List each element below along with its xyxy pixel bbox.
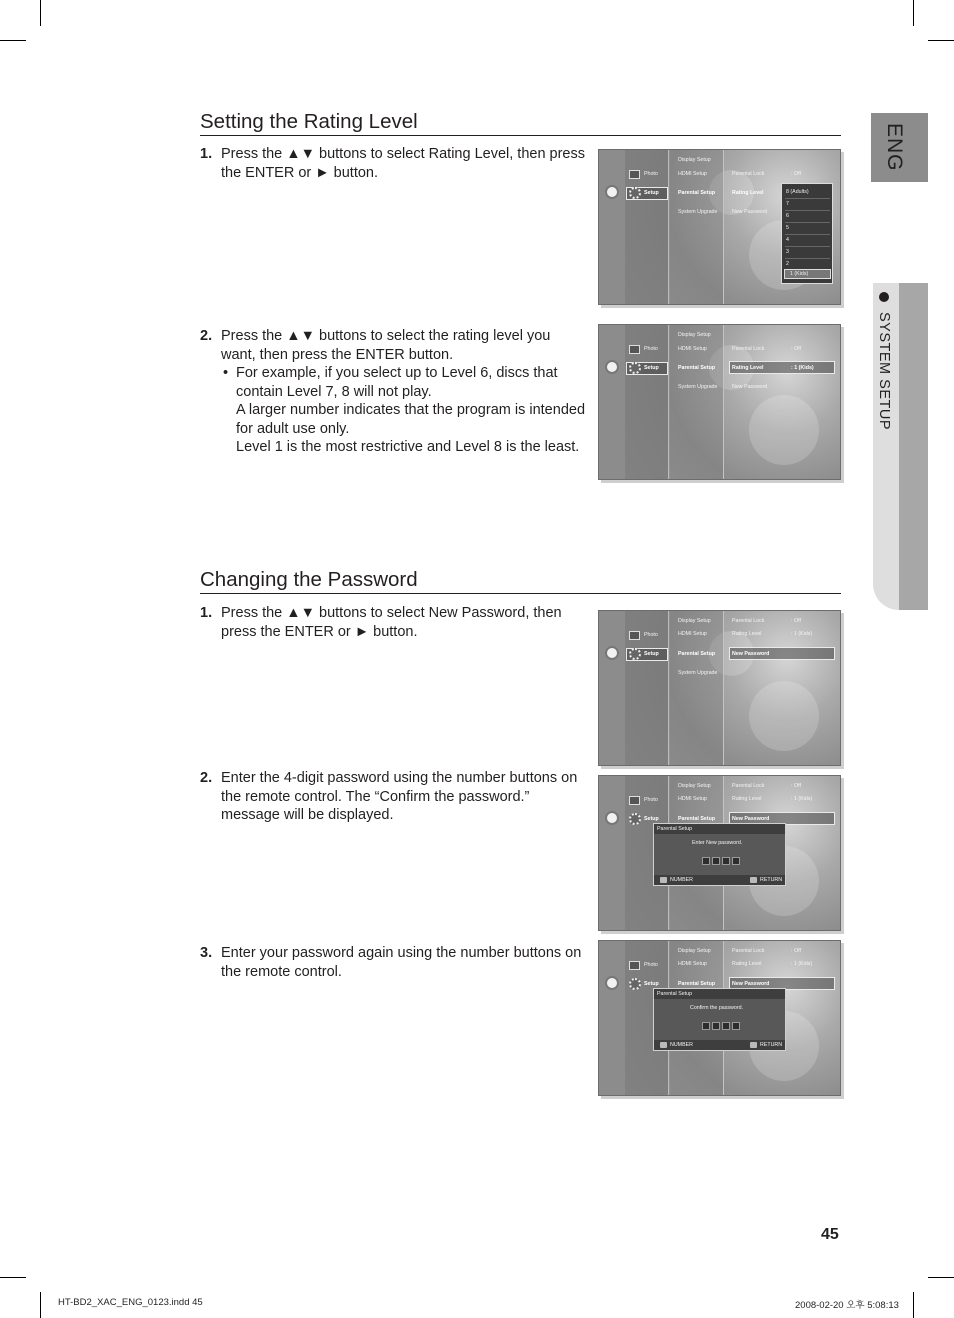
screen-rating-dropdown bbox=[598, 149, 841, 305]
language-tab-label: ENG bbox=[883, 123, 906, 172]
menu-hdmi-setup[interactable]: HDMI Setup bbox=[678, 796, 707, 802]
menu-parental-setup[interactable]: Parental Setup bbox=[678, 365, 716, 371]
menu-parental-lock[interactable]: Parental Lock bbox=[732, 346, 765, 352]
menu-rating-level[interactable]: Rating Level bbox=[732, 190, 764, 196]
disc-icon bbox=[605, 976, 619, 990]
menu-new-password[interactable]: New Password bbox=[732, 384, 768, 390]
photo-icon bbox=[629, 631, 640, 640]
footer-filename: HT-BD2_XAC_ENG_0123.indd 45 bbox=[58, 1297, 203, 1308]
menu-rating-level[interactable]: Rating Level bbox=[732, 631, 762, 637]
rating-level-value: : 1 (Kids) bbox=[791, 365, 814, 371]
crop-mark bbox=[0, 1277, 26, 1278]
disc-icon bbox=[605, 646, 619, 660]
menu-parental-setup[interactable]: Parental Setup bbox=[678, 190, 716, 196]
menu-photo[interactable]: Photo bbox=[644, 632, 658, 638]
pin-digit[interactable] bbox=[702, 1022, 710, 1030]
rating-level-value: : 1 (Kids) bbox=[791, 631, 813, 637]
menu-photo[interactable]: Photo bbox=[644, 171, 658, 177]
menu-display-setup[interactable]: Display Setup bbox=[678, 618, 711, 624]
bullet-icon: • bbox=[223, 365, 229, 381]
step-number: 2. bbox=[200, 328, 213, 344]
rating-option[interactable]: 7 bbox=[786, 201, 789, 207]
menu-system-upgrade[interactable]: System Upgrade bbox=[678, 384, 718, 390]
gear-icon bbox=[629, 648, 641, 660]
screen-new-password bbox=[598, 610, 841, 766]
section-bullet-icon bbox=[879, 292, 889, 302]
note-line: Level 1 is the most restrictive and Level 8 is the least. bbox=[236, 439, 580, 455]
section-tab-label: SYSTEM SETUP bbox=[876, 312, 892, 430]
pin-digit[interactable] bbox=[712, 1022, 720, 1030]
dialog-title: Parental Setup bbox=[657, 991, 693, 997]
menu-display-setup[interactable]: Display Setup bbox=[678, 332, 711, 338]
menu-system-upgrade[interactable]: System Upgrade bbox=[678, 670, 718, 676]
step-text: Press the ▲▼ buttons to select Rating Level, then press the ENTER or ► button. bbox=[221, 146, 586, 181]
step-number: 3. bbox=[200, 945, 213, 961]
return-button-icon bbox=[750, 1042, 757, 1048]
menu-hdmi-setup[interactable]: HDMI Setup bbox=[678, 961, 707, 967]
parental-lock-value: : Off bbox=[791, 618, 801, 624]
password-step-3 bbox=[200, 944, 585, 981]
step-text: Press the ▲▼ buttons to select the rating level you want, then press the ENTER button. bbox=[221, 328, 551, 363]
dialog-message: Confirm the password. bbox=[690, 1005, 743, 1011]
menu-hdmi-setup[interactable]: HDMI Setup bbox=[678, 631, 707, 637]
rating-step-2 bbox=[200, 327, 585, 457]
note-line: A larger number indicates that the program is intended for adult use only. bbox=[236, 402, 586, 437]
menu-new-password[interactable]: New Password bbox=[732, 981, 770, 987]
menu-parental-lock[interactable]: Parental Lock bbox=[732, 171, 765, 177]
menu-display-setup[interactable]: Display Setup bbox=[678, 783, 711, 789]
photo-icon bbox=[629, 170, 640, 179]
pin-digit[interactable] bbox=[702, 857, 710, 865]
language-tab bbox=[871, 113, 928, 182]
rating-dropdown[interactable] bbox=[781, 183, 833, 284]
menu-display-setup[interactable]: Display Setup bbox=[678, 157, 711, 163]
crop-mark bbox=[0, 40, 26, 41]
rating-option[interactable]: 6 bbox=[786, 213, 789, 219]
rating-level-value: : 1 (Kids) bbox=[791, 796, 813, 802]
password-dialog bbox=[653, 823, 786, 886]
gear-icon bbox=[629, 978, 641, 990]
menu-new-password[interactable]: New Password bbox=[732, 651, 770, 657]
menu-setup[interactable]: Setup bbox=[644, 651, 659, 657]
return-button-icon bbox=[750, 877, 757, 883]
menu-new-password[interactable]: New Password bbox=[732, 816, 770, 822]
pin-digit[interactable] bbox=[732, 1022, 740, 1030]
crop-mark bbox=[928, 1277, 954, 1278]
crop-mark bbox=[40, 1292, 41, 1318]
crop-mark bbox=[40, 0, 41, 26]
menu-parental-setup[interactable]: Parental Setup bbox=[678, 816, 716, 822]
disc-icon bbox=[605, 360, 619, 374]
rating-option-selected[interactable]: 1 (Kids) bbox=[790, 271, 809, 277]
menu-setup[interactable]: Setup bbox=[644, 981, 659, 987]
password-dialog bbox=[653, 988, 786, 1051]
menu-rating-level[interactable]: Rating Level bbox=[732, 365, 764, 371]
menu-hdmi-setup[interactable]: HDMI Setup bbox=[678, 171, 707, 177]
dialog-title: Parental Setup bbox=[657, 826, 693, 832]
return-hint[interactable]: RETURN bbox=[760, 1042, 783, 1048]
step-text: Enter your password again using the number buttons on the remote control. bbox=[221, 945, 582, 980]
pin-digit[interactable] bbox=[712, 857, 720, 865]
menu-rating-level[interactable]: Rating Level bbox=[732, 961, 762, 967]
disc-icon bbox=[605, 811, 619, 825]
photo-icon bbox=[629, 961, 640, 970]
rating-step-1 bbox=[200, 145, 585, 182]
parental-lock-value: : Off bbox=[791, 171, 801, 177]
crop-mark bbox=[928, 40, 954, 41]
rating-option[interactable]: 5 bbox=[786, 225, 789, 231]
menu-parental-setup[interactable]: Parental Setup bbox=[678, 981, 716, 987]
photo-icon bbox=[629, 796, 640, 805]
menu-parental-lock[interactable]: Parental Lock bbox=[732, 783, 765, 789]
pin-digit[interactable] bbox=[722, 857, 730, 865]
menu-new-password[interactable]: New Password bbox=[732, 209, 768, 215]
number-hint: NUMBER bbox=[670, 877, 693, 883]
password-step-1 bbox=[200, 604, 585, 641]
step-number: 2. bbox=[200, 770, 213, 786]
rating-level-value: : 1 (Kids) bbox=[791, 961, 813, 967]
number-button-icon bbox=[660, 877, 667, 883]
gear-icon bbox=[629, 362, 641, 374]
gear-icon bbox=[629, 187, 641, 199]
pin-digit[interactable] bbox=[722, 1022, 730, 1030]
parental-lock-value: : Off bbox=[791, 346, 801, 352]
step-text: Press the ▲▼ buttons to select New Password, then press the ENTER or ► button. bbox=[221, 605, 562, 640]
crop-mark bbox=[913, 0, 914, 26]
menu-parental-setup[interactable]: Parental Setup bbox=[678, 651, 716, 657]
menu-parental-lock[interactable]: Parental Lock bbox=[732, 948, 765, 954]
section-tab-strip bbox=[899, 283, 928, 610]
rating-option[interactable]: 4 bbox=[786, 237, 789, 243]
menu-setup[interactable]: Setup bbox=[644, 816, 659, 822]
number-button-icon bbox=[660, 1042, 667, 1048]
step-note bbox=[221, 364, 585, 457]
screen-enter-password bbox=[598, 775, 841, 931]
menu-system-upgrade[interactable]: System Upgrade bbox=[678, 209, 718, 215]
menu-display-setup[interactable]: Display Setup bbox=[678, 948, 711, 954]
disc-icon bbox=[605, 185, 619, 199]
rating-option[interactable]: 2 bbox=[786, 261, 789, 267]
menu-hdmi-setup[interactable]: HDMI Setup bbox=[678, 346, 707, 352]
rating-option[interactable]: 3 bbox=[786, 249, 789, 255]
number-hint: NUMBER bbox=[670, 1042, 693, 1048]
menu-parental-lock[interactable]: Parental Lock bbox=[732, 618, 765, 624]
photo-icon bbox=[629, 345, 640, 354]
page-number: 45 bbox=[821, 1226, 839, 1243]
parental-lock-value: : Off bbox=[791, 783, 801, 789]
dialog-message: Enter New password. bbox=[692, 840, 743, 846]
screen-confirm-password bbox=[598, 940, 841, 1096]
menu-photo[interactable]: Photo bbox=[644, 797, 658, 803]
rating-option[interactable]: 8 (Adults) bbox=[786, 189, 809, 195]
step-number: 1. bbox=[200, 605, 213, 621]
footer-timestamp: 2008-02-20 오후 5:08:13 bbox=[795, 1300, 899, 1311]
menu-photo[interactable]: Photo bbox=[644, 346, 658, 352]
pin-digit[interactable] bbox=[732, 857, 740, 865]
section-title-password: Changing the Password bbox=[200, 568, 841, 594]
menu-photo[interactable]: Photo bbox=[644, 962, 658, 968]
menu-rating-level[interactable]: Rating Level bbox=[732, 796, 762, 802]
parental-lock-value: : Off bbox=[791, 948, 801, 954]
gear-icon bbox=[629, 813, 641, 825]
step-text: Enter the 4-digit password using the number buttons on the remote control. The “Confirm the password.” message will be displayed. bbox=[221, 770, 578, 823]
screen-rating-selected bbox=[598, 324, 841, 480]
menu-setup[interactable]: Setup bbox=[644, 190, 659, 196]
password-step-2 bbox=[200, 769, 585, 825]
return-hint[interactable]: RETURN bbox=[760, 877, 783, 883]
section-title-rating: Setting the Rating Level bbox=[200, 110, 841, 136]
crop-mark bbox=[913, 1292, 914, 1318]
step-number: 1. bbox=[200, 146, 213, 162]
note-line: For example, if you select up to Level 6, discs that contain Level 7, 8 will not play. bbox=[236, 365, 558, 400]
menu-setup[interactable]: Setup bbox=[644, 365, 659, 371]
